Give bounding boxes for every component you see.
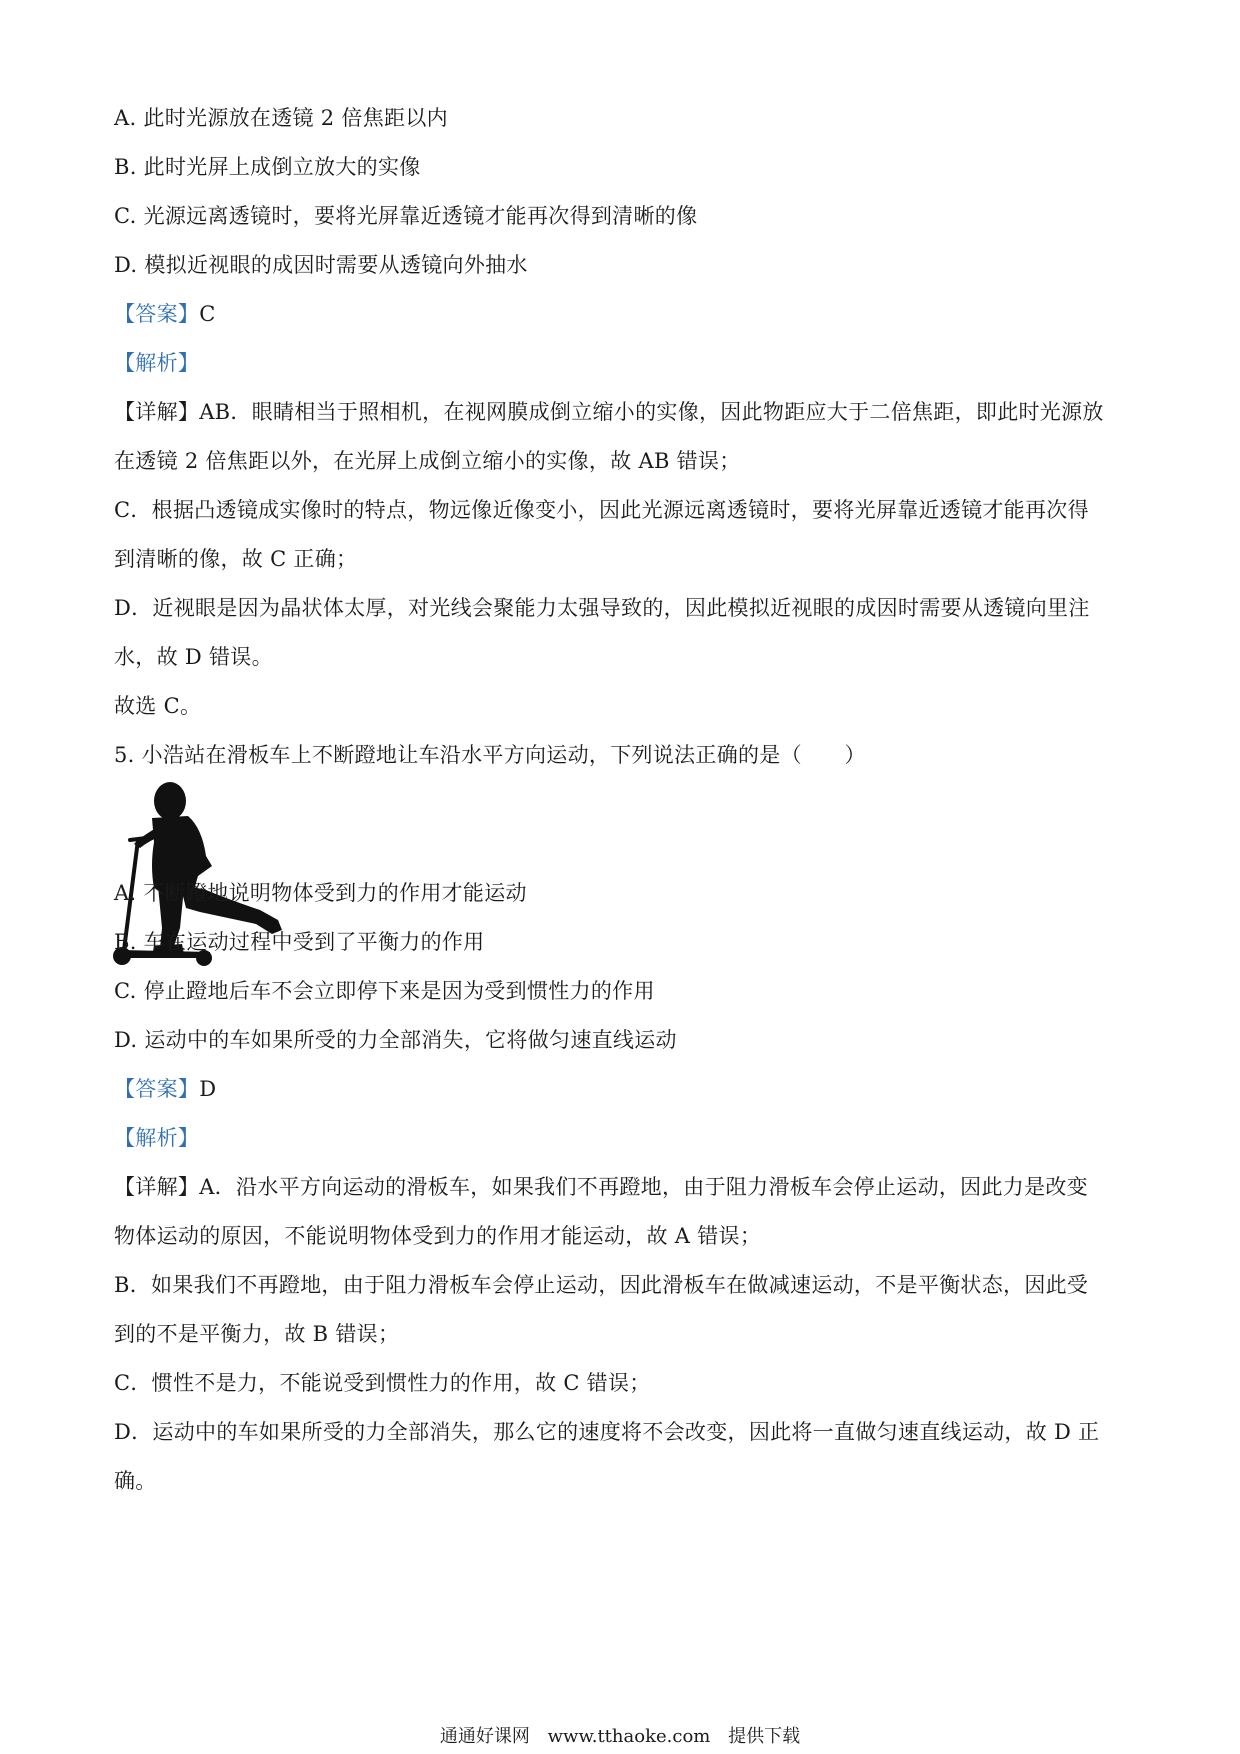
q5-detail-line <box>114 1173 1088 1201</box>
detail-text: A．沿水平方向运动的滑板车，如果我们不再蹬地，由于阻力滑板车会停止运动，因此力是改变 <box>199 1175 1088 1199</box>
q4-detail-line: C．根据凸透镜成实像时的特点，物远像近像变小，因此光源远离透镜时，要将光屏靠近透镜才能再次得 <box>114 498 1089 522</box>
q4-detail-line <box>114 398 1104 426</box>
detail-label: 【详解】 <box>114 400 200 424</box>
q4-detail-line: 水，故 D 错误。 <box>114 645 273 669</box>
q4-detail-line: D．近视眼是因为晶状体太厚，对光线会聚能力太强导致的，因此模拟近视眼的成因时需要从透镜向里注 <box>114 596 1090 620</box>
answer-label: 【答案】 <box>114 1077 200 1101</box>
q5-detail-line: 到的不是平衡力，故 B 错误； <box>114 1322 400 1346</box>
q4-conclusion: 故选 C。 <box>114 694 202 718</box>
answer-label: 【答案】 <box>114 302 200 326</box>
footer-site-name: 通通好课网 <box>439 1726 530 1747</box>
q5-answer <box>114 1075 216 1103</box>
q4-option-c: C. 光源远离透镜时，要将光屏靠近透镜才能再次得到清晰的像 <box>114 204 698 228</box>
footer-url[interactable]: www.tthaoke.com <box>547 1726 711 1747</box>
q4-option-d: D. 模拟近视眼的成因时需要从透镜向外抽水 <box>114 253 528 277</box>
q5-detail-line: 物体运动的原因，不能说明物体受到力的作用才能运动，故 A 错误； <box>114 1224 762 1248</box>
answer-value: D <box>199 1077 217 1101</box>
q5-option-c: C. 停止蹬地后车不会立即停下来是因为受到惯性力的作用 <box>114 979 655 1003</box>
q4-detail-line: 到清晰的像，故 C 正确； <box>114 547 358 571</box>
detail-label: 【详解】 <box>114 1175 200 1199</box>
q4-analysis-label: 【解析】 <box>114 351 200 375</box>
q5-option-b: B. 车在运动过程中受到了平衡力的作用 <box>114 930 485 954</box>
q4-detail-line: 在透镜 2 倍焦距以外，在光屏上成倒立缩小的实像，故 AB 错误； <box>114 449 741 473</box>
page-footer <box>0 1726 1240 1748</box>
answer-value: C <box>199 302 216 326</box>
q4-answer <box>114 300 216 328</box>
q5-detail-line: C．惯性不是力，不能说受到惯性力的作用，故 C 错误； <box>114 1371 651 1395</box>
q5-detail-line: 确。 <box>114 1469 157 1493</box>
q5-option-d: D. 运动中的车如果所受的力全部消失，它将做匀速直线运动 <box>114 1028 677 1052</box>
q5-option-a: A. 不断蹬地说明物体受到力的作用才能运动 <box>114 881 527 905</box>
q5-detail-line: B．如果我们不再蹬地，由于阻力滑板车会停止运动，因此滑板车在做减速运动，不是平衡状态，因此受 <box>114 1273 1089 1297</box>
q5-detail-line: D．运动中的车如果所受的力全部消失，那么它的速度将不会改变，因此将一直做匀速直线运动，故 D 正 <box>114 1420 1100 1444</box>
q4-option-b: B. 此时光屏上成倒立放大的实像 <box>114 155 421 179</box>
q5-stem: 5. 小浩站在滑板车上不断蹬地让车沿水平方向运动，下列说法正确的是（ ） <box>114 743 866 767</box>
detail-text: AB．眼睛相当于照相机，在视网膜成倒立缩小的实像，因此物距应大于二倍焦距，即此时光源放 <box>199 400 1104 424</box>
footer-suffix: 提供下载 <box>728 1726 801 1747</box>
q5-analysis-label: 【解析】 <box>114 1126 200 1150</box>
q4-option-a: A. 此时光源放在透镜 2 倍焦距以内 <box>114 106 448 130</box>
